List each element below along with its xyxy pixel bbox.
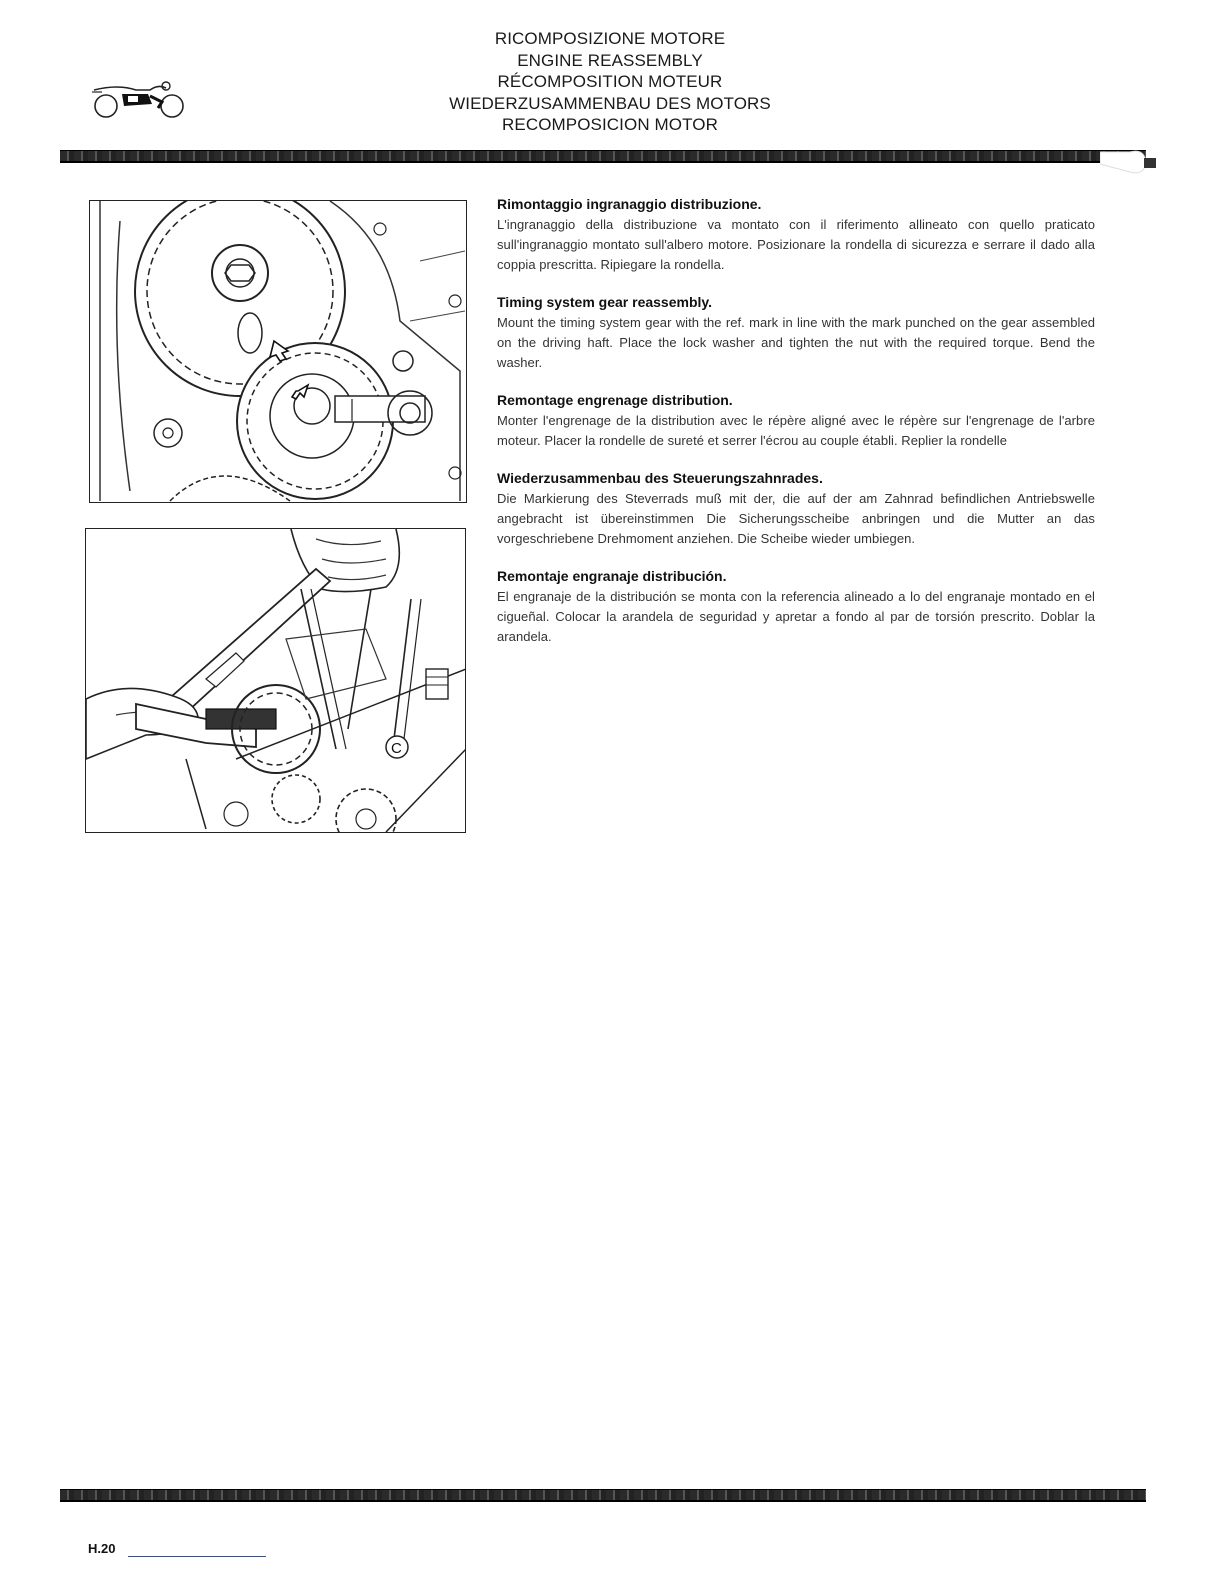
motorcycle-icon [88,76,188,124]
torque-wrench-illustration [85,528,466,833]
title-french: RÉCOMPOSITION MOTEUR [497,72,723,91]
figure-callout-c: C [391,740,402,757]
section-french [497,390,1095,451]
section-body: L'ingranaggio della distribuzione va montato con il riferimento allineato con quello praticato sull'ingranaggio montato sull'albero motore. Posizionare la rondella di sicurezza e serrare il dado alla coppia prescritta. Ripiegare la rondella. [497,217,1095,272]
divider-end-cap [1100,144,1156,180]
section-body: El engranaje de la distribución se monta con la referencia alineado a lo del engranaje montado en el cigueñal. Colocar la arandela de seguridad y apretar a fondo al par de torsión prescrito. Doblar la arandela. [497,589,1095,644]
section-spanish [497,566,1095,647]
section-english [497,292,1095,373]
section-heading: Timing system gear reassembly. [497,294,713,310]
section-body: Mount the timing system gear with the ref. mark in line with the mark punched on the gear assembled on the driving haft. Place the lock washer and tighten the nut with the required torque. Bend the washer. [497,315,1095,370]
section-heading: Remontaje engranaje distribución. [497,568,727,584]
title-german: WIEDERZUSAMMENBAU DES MOTORS [449,93,771,113]
instructions-column [497,194,1095,664]
page-number: H.20 [88,1541,116,1556]
section-german [497,468,1095,549]
section-body: Die Markierung des Steverrads muß mit der, die auf der am Zahnrad befindlichen Antriebswelle angebracht ist übereinstimmen Die Sicherungsscheibe anbringen und die Mutter an das vorgeschriebene Drehmoment anziehen. Die Scheibe wieder umbiegen. [497,491,1095,546]
title-italian: RICOMPOSIZIONE MOTORE [494,29,726,48]
title-english: ENGINE REASSEMBLY [517,50,703,70]
title-spanish: RECOMPOSICION MOTOR [502,115,718,134]
section-body: Monter l'engrenage de la distribution avec le répère aligné avec le répère sur l'engrenage de l'arbre moteur. Placer la rondelle de sureté et serrer l'écrou au couple établi. Replier la rondelle [497,413,1095,448]
section-heading: Wiederzusammenbau des Steuerungszahnrades. [497,470,823,486]
section-heading: Remontage engrenage distribution. [497,392,733,408]
header-divider [60,150,1146,163]
footer-underline [128,1556,266,1557]
section-heading: Rimontaggio ingranaggio distribuzione. [497,196,762,212]
page-title [360,28,860,136]
timing-gear-illustration [89,200,467,503]
section-italian [497,194,1095,275]
footer-divider [60,1489,1146,1502]
